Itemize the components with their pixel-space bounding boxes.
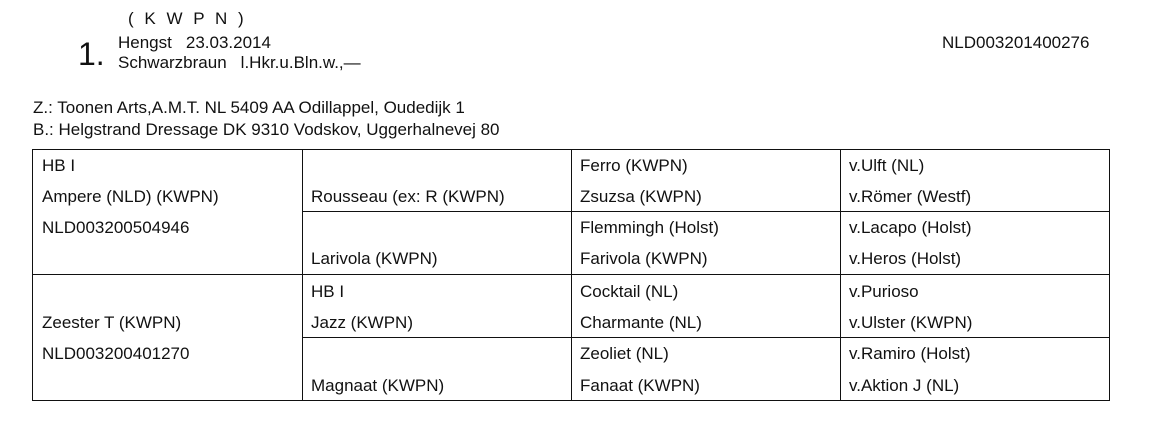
great-grandparent-sire: v.Purioso [849, 282, 919, 301]
sire-studbook: HB I [42, 156, 76, 175]
breeder-line: Z.: Toonen Arts,A.M.T. NL 5409 AA Odillappel, Oudedijk 1 [33, 98, 465, 117]
color-and-markings [118, 53, 361, 73]
row-divider [33, 274, 1109, 275]
owner-line: B.: Helgstrand Dressage DK 9310 Vodskov, Uggerhalnevej 80 [33, 120, 500, 139]
great-grandparent-sire: v.Ulft (NL) [849, 156, 925, 175]
sire-sire-name: Rousseau (ex: R (KWPN) [311, 187, 505, 206]
pedigree-table [32, 149, 1110, 401]
birth-date: 23.03.2014 [185, 33, 271, 52]
great-grandparent-sire: v.Lacapo (Holst) [849, 218, 972, 237]
great-grandparent-name: Zeoliet (NL) [580, 344, 669, 363]
registration-number: NLD003201400276 [942, 33, 1090, 52]
dam-registration: NLD003200401270 [42, 344, 190, 363]
dam-name: Zeester T (KWPN) [42, 313, 182, 332]
great-grandparent-name: Farivola (KWPN) [580, 249, 708, 268]
sex-and-birthdate [118, 33, 271, 53]
entry-number: 1. [78, 36, 105, 72]
dam-sire-studbook: HB I [311, 282, 345, 301]
great-grandparent-name: Fanaat (KWPN) [580, 376, 700, 395]
dam-sire-name: Jazz (KWPN) [311, 313, 413, 332]
great-grandparent-sire: v.Aktion J (NL) [849, 376, 960, 395]
sire-dam-name: Larivola (KWPN) [311, 249, 438, 268]
coat-color: Schwarzbraun [118, 53, 227, 72]
great-grandparent-name: Charmante (NL) [580, 313, 702, 332]
great-grandparent-name: Ferro (KWPN) [580, 156, 688, 175]
column-divider [302, 150, 303, 400]
great-grandparent-sire: v.Heros (Holst) [849, 249, 962, 268]
dam-dam-name: Magnaat (KWPN) [311, 376, 445, 395]
sire-registration: NLD003200504946 [42, 218, 190, 237]
great-grandparent-sire: v.Ulster (KWPN) [849, 313, 973, 332]
great-grandparent-name: Cocktail (NL) [580, 282, 679, 301]
sex: Hengst [118, 33, 172, 52]
great-grandparent-name: Zsuzsa (KWPN) [580, 187, 702, 206]
column-divider [840, 150, 841, 400]
great-grandparent-sire: v.Römer (Westf) [849, 187, 972, 206]
row-divider [302, 211, 1109, 212]
great-grandparent-sire: v.Ramiro (Holst) [849, 344, 971, 363]
studbook-label: ( K W P N ) [128, 9, 247, 28]
column-divider [571, 150, 572, 400]
row-divider [302, 337, 1109, 338]
great-grandparent-name: Flemmingh (Holst) [580, 218, 719, 237]
markings: l.Hkr.u.Bln.w.,— [240, 53, 361, 72]
sire-name: Ampere (NLD) (KWPN) [42, 187, 219, 206]
